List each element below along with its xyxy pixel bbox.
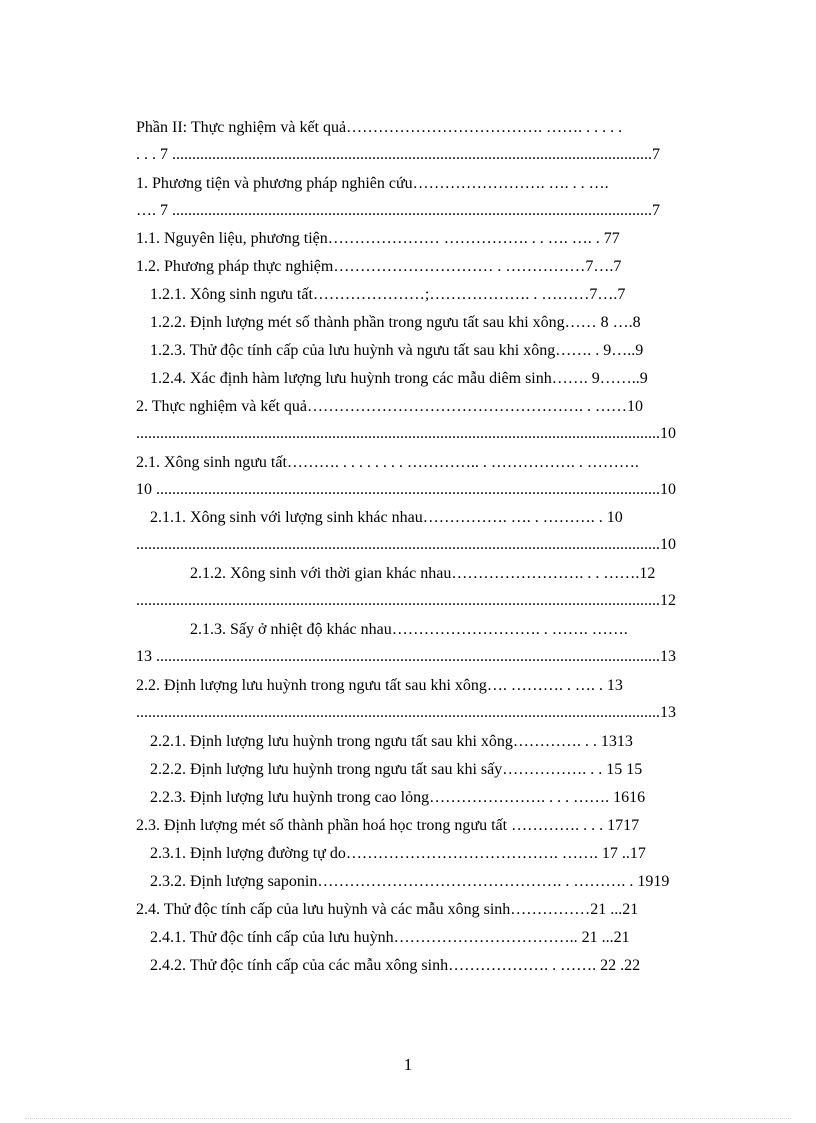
- toc-line-1-1: 1.1. Nguyên liệu, phương tiện………………… ……………. . . …. …. . 77: [136, 230, 620, 247]
- toc-line-1-2-3: 1.2.3. Thử độc tính cấp của lưu huỳnh và ngưu tất sau khi xông……. . 9…..9: [150, 342, 644, 359]
- page-number: 1: [403, 1055, 413, 1074]
- toc-line-2-4: 2.4. Thử độc tính cấp của lưu huỳnh và các mẫu xông sinh……………21 ...21: [136, 901, 639, 918]
- toc-line-2-4-1: 2.4.1. Thử độc tính cấp của lưu huỳnh…………………………….. 21 ...21: [150, 929, 630, 946]
- toc-line-2-2-1: 2.2.1. Định lượng lưu huỳnh trong ngưu tất sau khi xông…………. . . 1313: [150, 733, 633, 750]
- toc-line-1-2-2: 1.2.2. Định lượng mét số thành phần trong ngưu tất sau khi xông…… 8 ….8: [150, 314, 641, 331]
- toc-line-2-1-3-cont: 13 ..............................................................................................................................13: [136, 648, 676, 665]
- toc-line-2-2-cont: ...................................................................................................................................13: [136, 704, 676, 721]
- toc-line-part-2-cont: . . . 7 ........................................................................................................................7: [136, 146, 660, 163]
- toc-line-2: 2. Thực nghiệm và kết quả……………………………………………. . ……10: [136, 398, 643, 415]
- toc-line-2-3: 2.3. Định lượng mét số thành phần hoá học trong ngưu tất …………. . . . 1717: [136, 817, 640, 834]
- toc-line-2-1-2-cont: ...................................................................................................................................12: [136, 592, 676, 609]
- toc-line-2-1: 2.1. Xông sinh ngưu tất………. . . . . . . . . ………….. . ……………. . ……….: [136, 454, 639, 471]
- toc-line-2-1-cont: 10 ..............................................................................................................................10: [136, 481, 676, 498]
- toc-line-1: 1. Phương tiện và phương pháp nghiên cứu……………………. …. . . ….: [136, 175, 609, 192]
- toc-line-2-3-2: 2.3.2. Định lượng saponin………………………………………. . ………. . 1919: [150, 873, 670, 890]
- toc-line-2-cont: ...................................................................................................................................10: [136, 425, 676, 442]
- toc-line-1-2-4: 1.2.4. Xác định hàm lượng lưu huỳnh trong các mẫu diêm sinh……. 9……..9: [150, 370, 648, 387]
- toc-line-2-2-3: 2.2.3. Định lượng lưu huỳnh trong cao lỏng…………………. . . . ……. 1616: [150, 789, 646, 806]
- toc-line-2-1-2: 2.1.2. Xông sinh với thời gian khác nhau……………………. . . …….12: [190, 565, 656, 582]
- toc-line-1-2: 1.2. Phương pháp thực nghiệm………………………… . ……………7….7: [136, 258, 622, 275]
- toc-line-2-2-2: 2.2.2. Định lượng lưu huỳnh trong ngưu tất sau khi sấy……………. . . 15 15: [150, 761, 643, 778]
- toc-line-2-3-1: 2.3.1. Định lượng đường tự do…………………………………. ……. 17 ..17: [150, 845, 646, 862]
- toc-line-2-4-2: 2.4.2. Thử độc tính cấp của các mẫu xông sinh………………. . ……. 22 .22: [150, 957, 641, 974]
- page-bottom-divider: [25, 1118, 791, 1119]
- toc-line-2-2: 2.2. Định lượng lưu huỳnh trong ngưu tất sau khi xông…. ………. . …. . 13: [136, 677, 623, 694]
- toc-line-1-cont: …. 7 ........................................................................................................................7: [136, 202, 660, 219]
- toc-line-2-1-1-cont: ...................................................................................................................................10: [136, 536, 676, 553]
- toc-line-part-2: Phần II: Thực nghiệm và kết quả………………………………. ……. . . . . .: [136, 119, 623, 136]
- toc-line-1-2-1: 1.2.1. Xông sinh ngưu tất…………………;………………. . ………7….7: [150, 286, 626, 303]
- toc-line-2-1-1: 2.1.1. Xông sinh với lượng sinh khác nhau……………. …. . ………. . 10: [150, 509, 623, 526]
- toc-line-2-1-3: 2.1.3. Sấy ở nhiệt độ khác nhau………………………. . ……. …….: [190, 621, 628, 638]
